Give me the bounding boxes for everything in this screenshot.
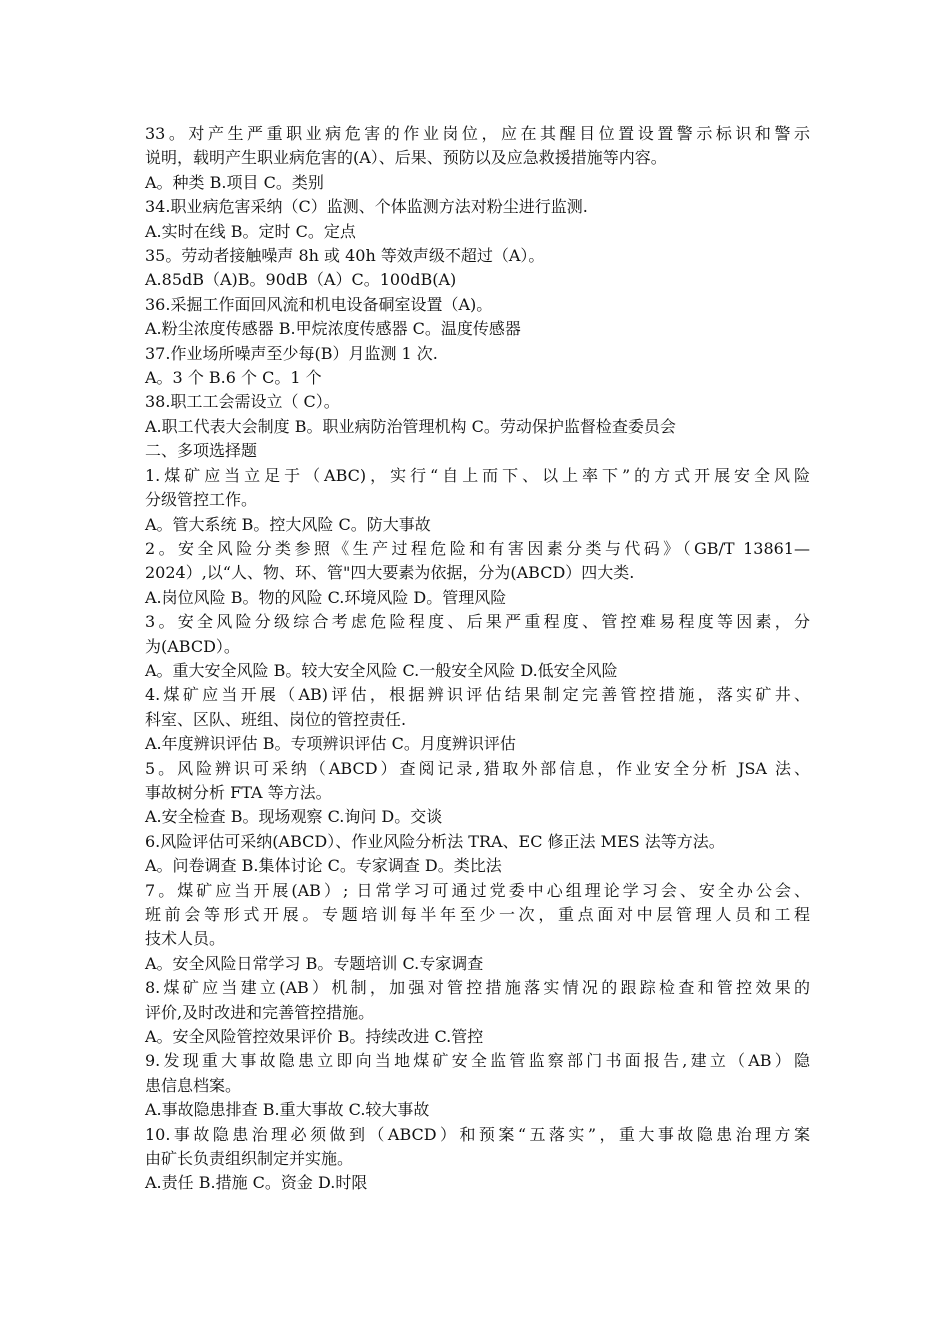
text-line: 评价,及时改进和完善管控措施。 <box>145 1002 375 1022</box>
text-line: A。重大安全风险 B。较大安全风险 C.一般安全风险 D.低安全风险 <box>145 660 618 680</box>
text-line: 6.风险评估可采纳(ABCD）、作业风险分析法 TRA、EC 修正法 MES 法等方法。 <box>145 831 725 851</box>
text-line: 35。劳动者接触噪声 8h 或 40h 等效声级不超过（A）。 <box>145 246 545 266</box>
text-line: A.年度辨识评估 B。专项辨识评估 C。月度辨识评估 <box>145 734 516 754</box>
text-line: A.岗位风险 B。物的风险 C.环境风险 D。管理风险 <box>145 587 507 607</box>
text-line: A。种类 B.项目 C。类别 <box>145 172 324 192</box>
text-line: 5。风险辨识可采纳（ABCD）查阅记录,猎取外部信息，作业安全分析 JSA 法、 <box>145 758 810 778</box>
document-body <box>145 122 810 1196</box>
text-line: 33。对产生严重职业病危害的作业岗位，应在其醒目位置设置警示标识和警示 <box>145 124 810 143</box>
text-line: 患信息档案。 <box>145 1075 242 1095</box>
text-line: 说明，载明产生职业病危害的(A）、后果、预防以及应急救援措施等内容。 <box>145 148 667 168</box>
text-line: A.实时在线 B。定时 C。定点 <box>145 221 356 241</box>
text-line: A.事故隐患排查 B.重大事故 C.较大事故 <box>145 1100 430 1120</box>
text-line: 2024）,以“人、物、环、管"四大要素为依据，分为(ABCD）四大类. <box>145 563 635 583</box>
text-line: 4.煤矿应当开展（AB)评估，根据辨识评估结果制定完善管控措施，落实矿井、 <box>145 685 810 705</box>
text-line: A。安全风险日常学习 B。专题培训 C.专家调查 <box>145 953 484 973</box>
text-line: A.责任 B.措施 C。资金 D.时限 <box>145 1173 368 1193</box>
text-line: A.85dB（A)B。90dB（A）C。100dB(A) <box>145 270 457 290</box>
text-line: A.粉尘浓度传感器 B.甲烷浓度传感器 C。温度传感器 <box>145 319 521 339</box>
text-line: 1.煤矿应当立足于（ABC)，实行“自上而下、以上率下”的方式开展安全风险 <box>145 465 810 485</box>
text-line: 由矿长负责组织制定并实施。 <box>145 1149 354 1169</box>
text-line: 36.采掘工作面回风流和机电设备硐室设置（A)。 <box>145 294 493 314</box>
text-line: A.职工代表大会制度 B。职业病防治管理机构 C。劳动保护监督检查委员会 <box>145 416 676 436</box>
text-line: 事故树分析 FTA 等方法。 <box>145 782 332 802</box>
text-line: A。管大系统 B。控大风险 C。防大事故 <box>145 514 431 534</box>
text-line: 34.职业病危害采纳（C）监测、个体监测方法对粉尘进行监测. <box>145 197 588 217</box>
text-line: 37.作业场所噪声至少每(B）月监测 1 次. <box>145 343 438 363</box>
text-line: A.安全检查 B。现场观察 C.询问 D。交谈 <box>145 807 443 827</box>
text-line: 为(ABCD）。 <box>145 636 240 656</box>
text-line: 班前会等形式开展。专题培训每半年至少一次，重点面对中层管理人员和工程 <box>145 905 810 924</box>
text-line: A。问卷调查 B.集体讨论 C。专家调查 D。类比法 <box>145 856 502 876</box>
text-line: 8.煤矿应当建立(AB）机制，加强对管控措施落实情况的跟踪检查和管控效果的 <box>145 978 810 998</box>
text-line: 2。安全风险分类参照《生产过程危险和有害因素分类与代码》（GB/T 13861— <box>145 538 810 558</box>
text-line: 3。安全风险分级综合考虑危险程度、后果严重程度、管控难易程度等因素，分 <box>145 612 810 632</box>
text-line: A。3 个 B.6 个 C。1 个 <box>145 368 322 388</box>
text-line: 技术人员。 <box>145 929 226 949</box>
text-line: 分级管控工作。 <box>145 490 258 510</box>
text-line: 9.发现重大事故隐患立即向当地煤矿安全监管监察部门书面报告,建立（AB）隐 <box>145 1051 810 1071</box>
text-line: 7。煤矿应当开展(AB）; 日常学习可通过党委中心组理论学习会、安全办公会、 <box>145 880 810 900</box>
text-line: 38.职工工会需设立（ C）。 <box>145 392 340 412</box>
section-heading: 二、多项选择题 <box>145 441 258 461</box>
text-line: 10.事故隐患治理必须做到（ABCD）和预案“五落实”，重大事故隐患治理方案 <box>145 1124 810 1144</box>
text-line: 科室、区队、班组、岗位的管控责任. <box>145 709 407 729</box>
text-line: A。安全风险管控效果评价 B。持续改进 C.管控 <box>145 1027 484 1047</box>
